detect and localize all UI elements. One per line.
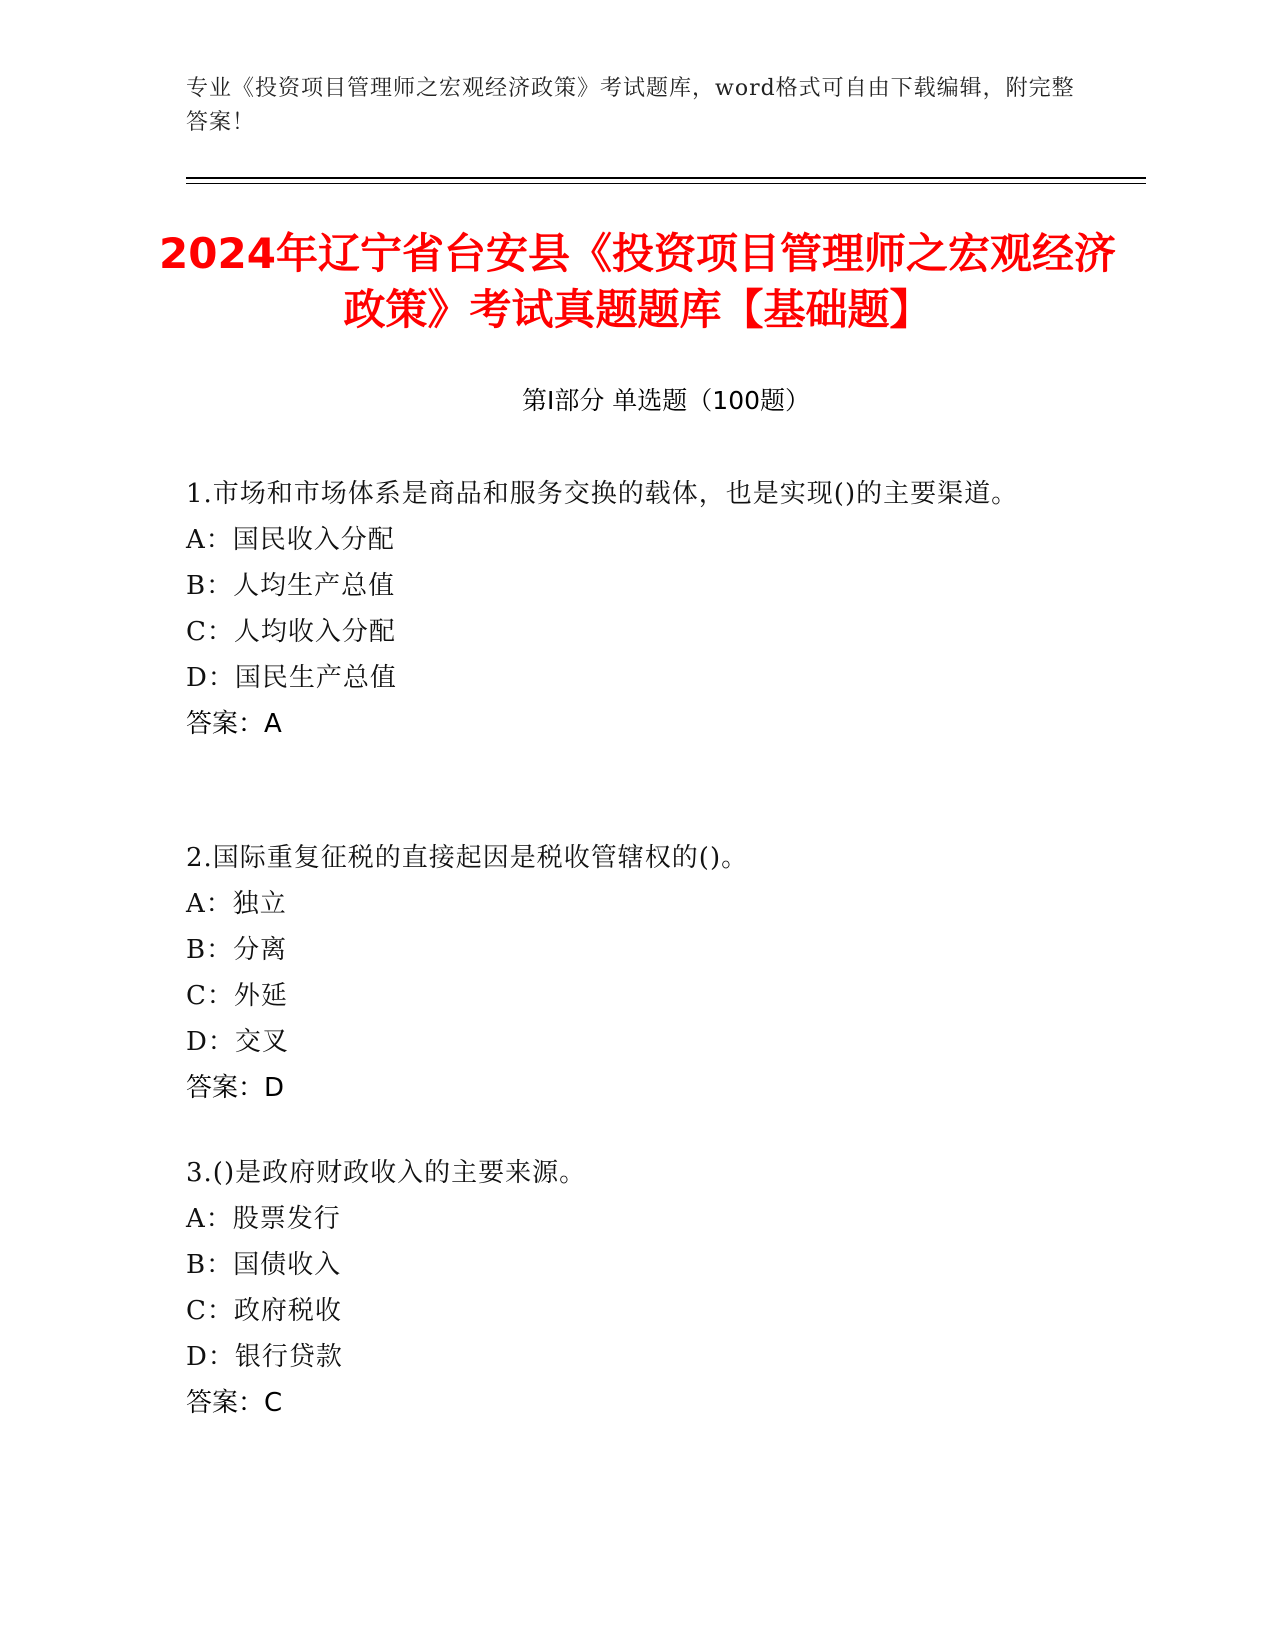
option-d: D：银行贷款 — [186, 1342, 343, 1372]
option-b: B：国债收入 — [186, 1250, 342, 1280]
option-c: C：人均收入分配 — [186, 617, 396, 647]
option-c: C：外延 — [186, 981, 288, 1011]
document-title: 2024年辽宁省台安县《投资项目管理师之宏观经济政策》考试真题题库【基础题】 — [159, 229, 1116, 334]
answer: 答案：A — [186, 709, 282, 739]
option-a: A：独立 — [186, 889, 287, 919]
question-stem: 3.()是政府财政收入的主要来源。 — [186, 1158, 587, 1188]
header-note: 专业《投资项目管理师之宏观经济政策》考试题库，word格式可自由下载编辑，附完整答案！ — [186, 76, 1075, 135]
option-c: C：政府税收 — [186, 1296, 342, 1326]
answer: 答案：C — [186, 1388, 283, 1418]
header-divider-thin — [186, 183, 1146, 184]
option-a: A：股票发行 — [186, 1204, 341, 1234]
section-title: 第Ⅰ部分 单选题（100题） — [521, 386, 811, 415]
question-block — [186, 471, 1086, 747]
option-b: B：分离 — [186, 935, 288, 965]
option-d: D：交叉 — [186, 1027, 289, 1057]
question-stem: 1.市场和市场体系是商品和服务交换的载体，也是实现()的主要渠道。 — [186, 479, 1019, 509]
option-a: A：国民收入分配 — [186, 525, 395, 555]
question-block — [186, 835, 1086, 1111]
header-divider-thick — [186, 177, 1146, 179]
question-stem: 2.国际重复征税的直接起因是税收管辖权的()。 — [186, 843, 749, 873]
answer: 答案：D — [186, 1073, 285, 1103]
question-block — [186, 1150, 1086, 1426]
option-b: B：人均生产总值 — [186, 571, 396, 601]
option-d: D：国民生产总值 — [186, 663, 397, 693]
